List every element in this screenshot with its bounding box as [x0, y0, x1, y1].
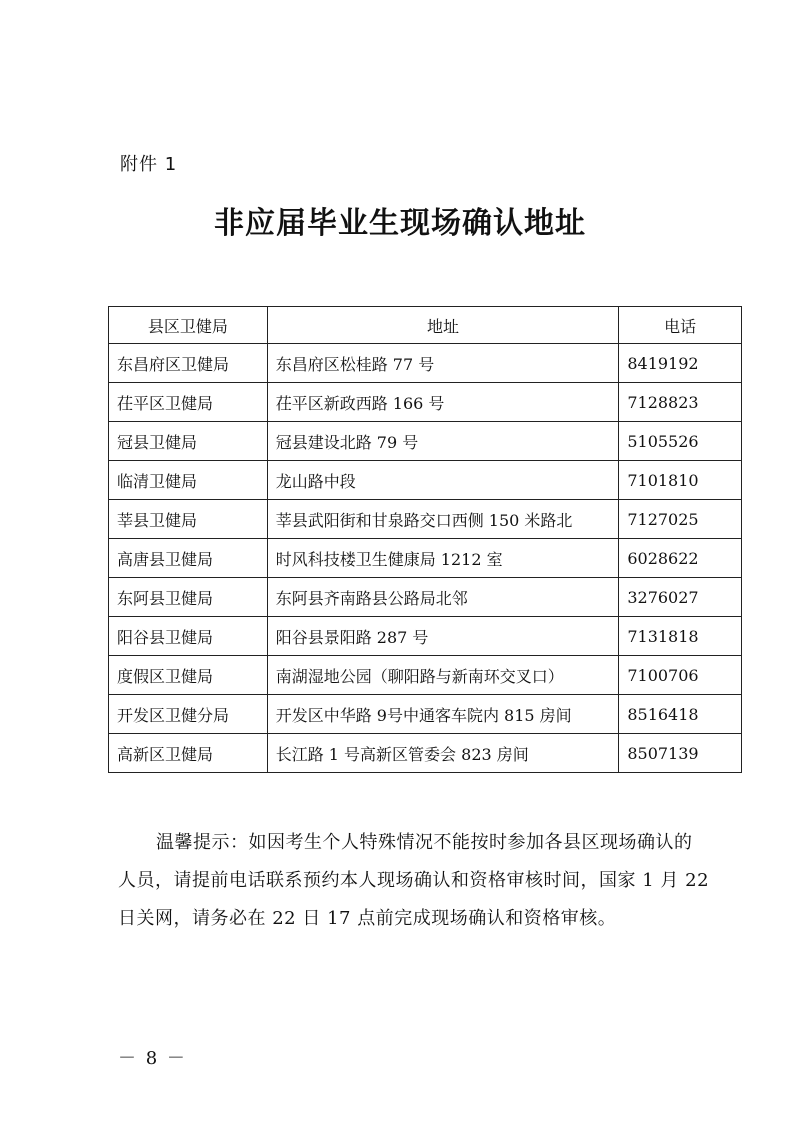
column-header-phone: 电话: [619, 307, 742, 344]
column-header-address: 地址: [267, 307, 619, 344]
phone-cell: 8516418: [619, 695, 742, 734]
phone-cell: 6028622: [619, 539, 742, 578]
phone-cell: 8419192: [619, 344, 742, 383]
phone-cell: 5105526: [619, 422, 742, 461]
phone-cell: 7131818: [619, 617, 742, 656]
address-cell: 莘县武阳街和甘泉路交口西侧 150 米路北: [267, 500, 619, 539]
bureau-cell: 冠县卫健局: [109, 422, 268, 461]
attachment-label: 附件 1: [120, 154, 178, 175]
phone-cell: 8507139: [619, 734, 742, 773]
table-row: [109, 734, 742, 773]
bureau-cell: 开发区卫健分局: [109, 695, 268, 734]
table-row: [109, 383, 742, 422]
page-number: － 8 －: [118, 1048, 187, 1069]
bureau-cell: 阳谷县卫健局: [109, 617, 268, 656]
address-cell: 东阿县齐南路县公路局北邻: [267, 578, 619, 617]
address-cell: 开发区中华路 9号中通客车院内 815 房间: [267, 695, 619, 734]
bureau-cell: 莘县卫健局: [109, 500, 268, 539]
bureau-cell: 东阿县卫健局: [109, 578, 268, 617]
table-row: [109, 500, 742, 539]
table-row: [109, 656, 742, 695]
column-header-bureau: 县区卫健局: [109, 307, 268, 344]
contact-table: [108, 306, 742, 773]
bureau-cell: 高唐县卫健局: [109, 539, 268, 578]
address-cell: 长江路 1 号高新区管委会 823 房间: [267, 734, 619, 773]
address-cell: 阳谷县景阳路 287 号: [267, 617, 619, 656]
table-row: [109, 617, 742, 656]
bureau-cell: 高新区卫健局: [109, 734, 268, 773]
bureau-cell: 东昌府区卫健局: [109, 344, 268, 383]
address-cell: 南湖湿地公园（聊阳路与新南环交叉口）: [267, 656, 619, 695]
bureau-cell: 临清卫健局: [109, 461, 268, 500]
bureau-cell: 度假区卫健局: [109, 656, 268, 695]
address-cell: 茌平区新政西路 166 号: [267, 383, 619, 422]
table-header-row: [109, 307, 742, 344]
phone-cell: 3276027: [619, 578, 742, 617]
phone-cell: 7127025: [619, 500, 742, 539]
table-row: [109, 695, 742, 734]
table-row: [109, 578, 742, 617]
address-cell: 冠县建设北路 79 号: [267, 422, 619, 461]
phone-cell: 7100706: [619, 656, 742, 695]
address-cell: 东昌府区松桂路 77 号: [267, 344, 619, 383]
document-title: 非应届毕业生现场确认地址: [214, 206, 586, 241]
phone-cell: 7101810: [619, 461, 742, 500]
address-cell: 时风科技楼卫生健康局 1212 室: [267, 539, 619, 578]
table-row: [109, 461, 742, 500]
table-row: [109, 539, 742, 578]
bureau-cell: 茌平区卫健局: [109, 383, 268, 422]
table-row: [109, 344, 742, 383]
table-row: [109, 422, 742, 461]
phone-cell: 7128823: [619, 383, 742, 422]
address-cell: 龙山路中段: [267, 461, 619, 500]
notice-paragraph: 温馨提示：如因考生个人特殊情况不能按时参加各县区现场确认的人员，请提前电话联系预约本人现场确认和资格审核时间，国家 1 月 22 日关网，请务必在 22 日 17 点前完成现场确认和资格审核。: [118, 832, 710, 929]
